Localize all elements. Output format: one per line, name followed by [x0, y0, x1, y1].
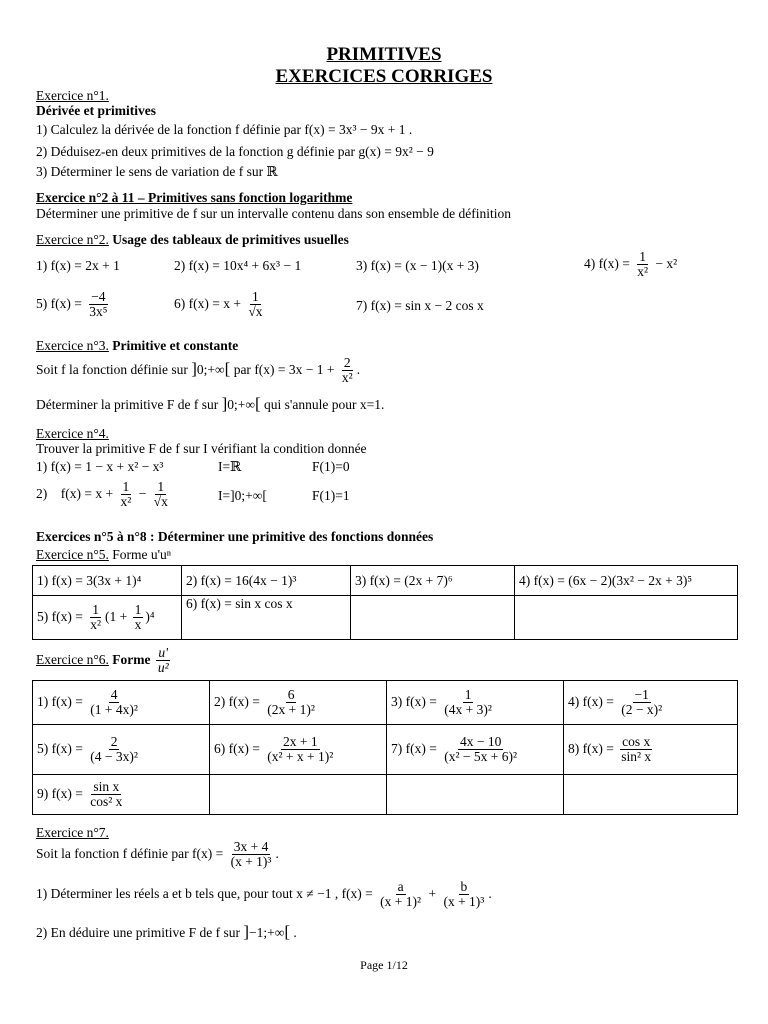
ex2-heading: Exercice n°2.: [36, 232, 109, 247]
ex6-cell-7: 7) f(x) = $\frac{4x - 10}{\text{(x² − 5x + 6)²}}$: [387, 725, 564, 775]
ex3-subtitle: Primitive et constante: [112, 338, 239, 353]
ex1-heading: Exercice n°1.: [36, 88, 109, 103]
ex6-cell-5: 5) f(x) = $\frac{2}{\text{(4 − 3x)²}}$: [33, 725, 210, 775]
title-primitives: PRIMITIVES: [326, 44, 442, 65]
ex2-11-text: Déterminer une primitive de f sur un intervalle contenu dans son ensemble de définition: [36, 206, 511, 221]
ex3-heading: Exercice n°3.: [36, 338, 109, 353]
ex2-heading-line: [36, 232, 349, 248]
ex6-forme: Forme: [112, 651, 151, 667]
ex4-heading: Exercice n°4.: [36, 426, 109, 441]
ex6-cell-2: 2) f(x) = $\frac{6}{\text{(2x + 1)²}}$: [210, 681, 387, 725]
ex4-row1-i: I=ℝ: [218, 459, 242, 474]
ex5-8-heading: Exercices n°5 à n°8 : Déterminer une primitive des fonctions données: [36, 529, 434, 544]
ex6-cell-8: 8) f(x) = $\frac{\text{cos x}}{\text{sin² x}}$: [564, 725, 738, 775]
ex2-subtitle: Usage des tableaux de primitives usuelles: [112, 232, 349, 247]
ex2-item-3: 3) f(x) = (x − 1)(x + 3): [356, 258, 479, 273]
ex5-table: [32, 565, 738, 640]
ex5-cell-6: 6) f(x) = sin x cos x: [182, 596, 351, 640]
ex6-heading-line: Exercice n°6. Forme $\frac{u'}{\text{u²}}$: [36, 645, 169, 676]
ex3-line1: Soit f la fonction définie sur ]0;+∞[ par f(x) = 3x − 1 + $\frac{2}{\text{x²}}$ .: [36, 355, 361, 386]
ex6-table: [32, 680, 738, 815]
ex5-heading: Exercice n°5.: [36, 547, 109, 562]
ex4-row1-f: 1) f(x) = 1 − x + x² − x³: [36, 459, 164, 474]
ex6-heading: Exercice n°6.: [36, 651, 109, 667]
page-number: Page 1/12: [360, 958, 408, 972]
ex7-q1: 1) Déterminer les réels a et b tels que, pour tout x ≠ −1 , f(x) = $\frac{a}{\text{(x + 1)²}}$ + $\frac{b}{\text{(x + 1)³}}$ .: [36, 879, 492, 910]
ex1-q2: 2) Déduisez-en deux primitives de la fonction g définie par g(x) = 9x² − 9: [36, 144, 434, 159]
ex6-cell-11: [387, 775, 564, 815]
ex2-item-1: 1) f(x) = 2x + 1: [36, 258, 120, 273]
ex4-text: Trouver la primitive F de f sur I vérifiant la condition donnée: [36, 441, 367, 456]
ex5-cell-7: [351, 596, 515, 640]
ex1-subtitle: Dérivée et primitives: [36, 103, 156, 118]
ex4-row2-f: 2) f(x) = x + $\frac{1}{\text{x²}}$ − $\frac{1}{√x}$: [36, 479, 168, 510]
ex6-cell-4: 4) f(x) = $\frac{-1}{\text{(2 − x)²}}$: [564, 681, 738, 725]
ex2-item-4: 4) f(x) = $\frac{1}{\text{x²}}$ − x²: [584, 249, 678, 280]
ex5-cell-1: 1) f(x) = 3(3x + 1)⁴: [33, 566, 182, 596]
ex5-cell-8: [515, 596, 738, 640]
ex7-intro: Soit la fonction f définie par f(x) = $\frac{3x + 4}{\text{(x + 1)³}}$ .: [36, 839, 279, 870]
ex5-cell-4: 4) f(x) = (6x − 2)(3x² − 2x + 3)⁵: [515, 566, 738, 596]
ex2-item-7: 7) f(x) = sin x − 2 cos x: [356, 298, 484, 313]
ex4-row2-c: F(1)=1: [312, 488, 350, 503]
ex5-cell-3: 3) f(x) = (2x + 7)⁶: [351, 566, 515, 596]
ex5-heading-line: [36, 547, 171, 563]
ex7-q2: 2) En déduire une primitive F de f sur ]−1;+∞[ .: [36, 922, 297, 941]
ex6-cell-3: 3) f(x) = $\frac{1}{\text{(4x + 3)²}}$: [387, 681, 564, 725]
title-exercices: EXERCICES CORRIGES: [275, 66, 493, 87]
ex6-cell-6: 6) f(x) = $\frac{2x + 1}{\text{(x² + x + 1)²}}$: [210, 725, 387, 775]
ex2-11-heading: Exercice n°2 à 11 – Primitives sans fonction logarithme: [36, 190, 353, 205]
ex6-cell-1: 1) f(x) = $\frac{4}{\text{(1 + 4x)²}}$: [33, 681, 210, 725]
ex3-line2: Déterminer la primitive F de f sur ]0;+∞[ qui s'annule pour x=1.: [36, 394, 385, 413]
ex2-item-2: 2) f(x) = 10x⁴ + 6x³ − 1: [174, 258, 302, 273]
ex1-q1: 1) Calculez la dérivée de la fonction f définie par f(x) = 3x³ − 9x + 1 .: [36, 122, 413, 137]
ex7-heading: Exercice n°7.: [36, 825, 109, 840]
ex2-item-6: 6) f(x) = x + $\frac{1}{√x}$: [174, 289, 263, 320]
ex6-cell-9: 9) f(x) = $\frac{\text{sin x}}{\text{cos² x}}$: [33, 775, 210, 815]
ex6-cell-12: [564, 775, 738, 815]
ex6-cell-10: [210, 775, 387, 815]
ex1-q3: 3) Déterminer le sens de variation de f sur ℝ: [36, 164, 278, 179]
ex3-heading-line: [36, 338, 238, 354]
ex5-cell-5: 5) f(x) = $\frac{1}{\text{x²}}$ (1 + $\frac{1}{x}$ )⁴: [33, 596, 182, 640]
ex2-item-5: 5) f(x) = $\frac{-4}{\text{3x⁵}}$: [36, 289, 108, 320]
ex4-row2-i: I=]0;+∞[: [218, 488, 267, 503]
ex5-forme: Forme u'uⁿ: [112, 547, 172, 562]
ex5-cell-2: 2) f(x) = 16(4x − 1)³: [182, 566, 351, 596]
ex4-row1-c: F(1)=0: [312, 459, 350, 474]
